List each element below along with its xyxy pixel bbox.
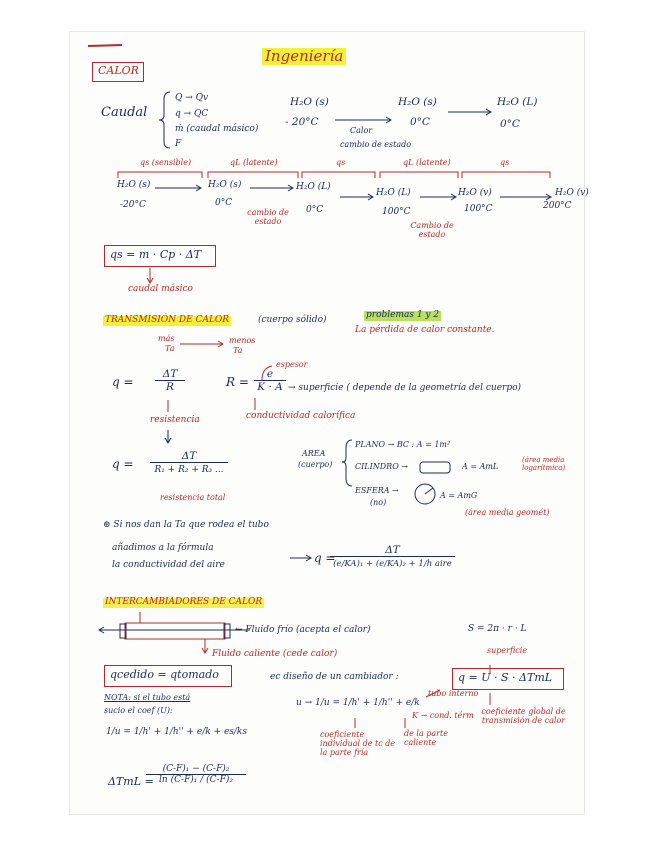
caudal-label: Caudal (101, 105, 148, 120)
caudal-item: q → QC (175, 109, 209, 119)
chain-temp: 0°C (306, 205, 324, 215)
chain-label: qs (500, 158, 510, 167)
note-line: ⊛ Si nos dan la Ta que rodea el tubo (103, 520, 269, 530)
temp: 0°C (410, 116, 430, 128)
chain-state: H₂O (L) (296, 182, 331, 192)
esfera-row: ESFERA → (355, 486, 399, 495)
fluido-frio: ← Fluido frío (acepta el calor) (235, 625, 371, 635)
chain-label: qs (336, 158, 346, 167)
tubo-interno-note: tubo interno (428, 689, 479, 698)
chain-label: qL (latente) (230, 158, 278, 167)
qcedido-eq: qcedido = qtomado (110, 668, 219, 681)
note-line: la conductividad del aire (112, 560, 225, 570)
problemas-tag: problemas 1 y 2 (366, 310, 440, 320)
q2-fraction (150, 450, 228, 475)
chain-temp: -20°C (120, 200, 146, 210)
r-eq: R = (226, 375, 249, 389)
transmision-heading: TRANSMISIÓN DE CALOR (105, 315, 230, 325)
superficie-label: superficie (487, 646, 528, 655)
intercambiadores-heading: INTERCAMBIADORES DE CALOR (105, 597, 263, 607)
cilindro-eq: A = AmL (462, 462, 499, 471)
conductividad-note: conductividad calorífica (246, 411, 356, 421)
ec-diseno-label: ec diseño de un cambiador : (270, 672, 399, 682)
coef-global-note: coeficiente global de transmisión de calor (481, 707, 566, 725)
calor-note: Calor (350, 126, 373, 135)
state: H₂O (L) (497, 96, 538, 108)
esfera-no: (no) (370, 498, 387, 507)
note-line: añadimos a la fórmula (112, 543, 214, 553)
chain-temp: 0°C (215, 198, 233, 208)
e-symbol: e (254, 368, 286, 381)
area-label: AREA (302, 449, 326, 458)
chain-state: H₂O (v) (555, 188, 589, 198)
delta-t: ΔT (155, 368, 185, 381)
delta-t: ΔT (150, 450, 228, 463)
chain-state: H₂O (v) (458, 188, 492, 198)
dtml-numerator: (C-F)₁ − (C-F)₂ (146, 764, 246, 775)
mas-label: más (158, 334, 175, 343)
ka-symbol: K · A (257, 381, 283, 393)
u-sucio-eq: 1/u = 1/h' + 1/h'' + e/k + es/ks (106, 727, 247, 737)
caudal-item: ṁ (caudal másico) (175, 124, 259, 134)
delta-t: ΔT (330, 544, 455, 557)
qs-formula: qs = m · Cp · ΔT (110, 248, 202, 261)
chain-state: H₂O (L) (376, 188, 411, 198)
state: H₂O (s) (398, 96, 437, 108)
chain-temp: 100°C (382, 207, 411, 217)
nota-line: sucio el coef (U): (104, 706, 173, 715)
cilindro-note: (área media logarítmica) (522, 456, 566, 472)
dtml-label: ΔTmL = (108, 775, 154, 788)
caudal-item: F (175, 139, 182, 149)
r-symbol: R (166, 381, 174, 393)
r-sum: R₁ + R₂ + R₃ ... (154, 465, 224, 475)
resistencia-total: resistencia total (160, 493, 226, 502)
page-title: Ingeniería (262, 48, 346, 65)
state: H₂O (s) (290, 96, 329, 108)
chain-state: H₂O (s) (208, 180, 242, 190)
plano-row: PLANO → BC : A = 1m² (355, 440, 451, 449)
coef-individual-note: coeficiente individual de tc de la parte fría (320, 730, 396, 757)
temp: 0°C (500, 118, 520, 130)
cuerpo-solido: (cuerpo sólido) (258, 315, 327, 325)
caudal-masico-note: caudal másico (128, 284, 193, 294)
chain-label: qL (latente) (403, 158, 451, 167)
menos-label: menos (229, 336, 256, 345)
resistencia-note: resistencia (150, 415, 200, 425)
cond-term-note: K → cond. térm (412, 711, 474, 720)
s-eq: S = 2π · r · L (468, 624, 527, 634)
q3-denominator: (e/KA)₁ + (e/KA)₂ + 1/h aire (333, 559, 452, 569)
ta-label: Ta (233, 346, 243, 355)
q-eq: q = (112, 375, 134, 389)
area-cuerpo: (cuerpo) (298, 460, 333, 469)
cambio-estado-1: cambio de estado (247, 208, 289, 226)
fluido-caliente: Fluido caliente (cede calor) (212, 649, 338, 659)
cambio-note: cambio de estado (340, 140, 412, 149)
esfera-eq: A = AmG (440, 491, 478, 500)
ta-label: Ta (165, 344, 175, 353)
superficie-note: → superficie ( depende de la geometría del cuerpo) (288, 383, 522, 393)
r-fraction (254, 368, 286, 393)
q2-eq: q = (112, 457, 134, 471)
nota-line: NOTA: si el tubo está (104, 693, 191, 702)
parte-caliente-note: de la parte caliente (404, 729, 448, 747)
chain-temp: 100°C (464, 204, 493, 214)
chain-temp: 200°C (543, 201, 572, 211)
perdida-note: La pérdida de calor constante. (355, 325, 495, 335)
dtml-denominator: ln (C-F)₁ / (C-F)₂ (159, 775, 233, 785)
q3-fraction (330, 544, 455, 569)
diseno-eq: q = U · S · ΔTmL (458, 671, 553, 684)
caudal-item: Q → Qv (175, 93, 209, 103)
chain-state: H₂O (s) (117, 180, 151, 190)
q-fraction (155, 368, 185, 393)
q3-eq: q = (314, 551, 336, 565)
cambio-estado-2: Cambio de estado (410, 221, 454, 239)
dtml-fraction (146, 764, 246, 785)
cilindro-row: CILINDRO → (355, 462, 408, 471)
espesor-note: espesor (276, 360, 308, 369)
chain-label: qs (sensible) (140, 158, 192, 167)
section-calor: CALOR (98, 64, 139, 77)
temp: - 20°C (285, 116, 319, 128)
esfera-note: (área media geomét) (465, 508, 550, 517)
u-eq: u → 1/u = 1/h' + 1/h'' + e/k (296, 698, 420, 708)
